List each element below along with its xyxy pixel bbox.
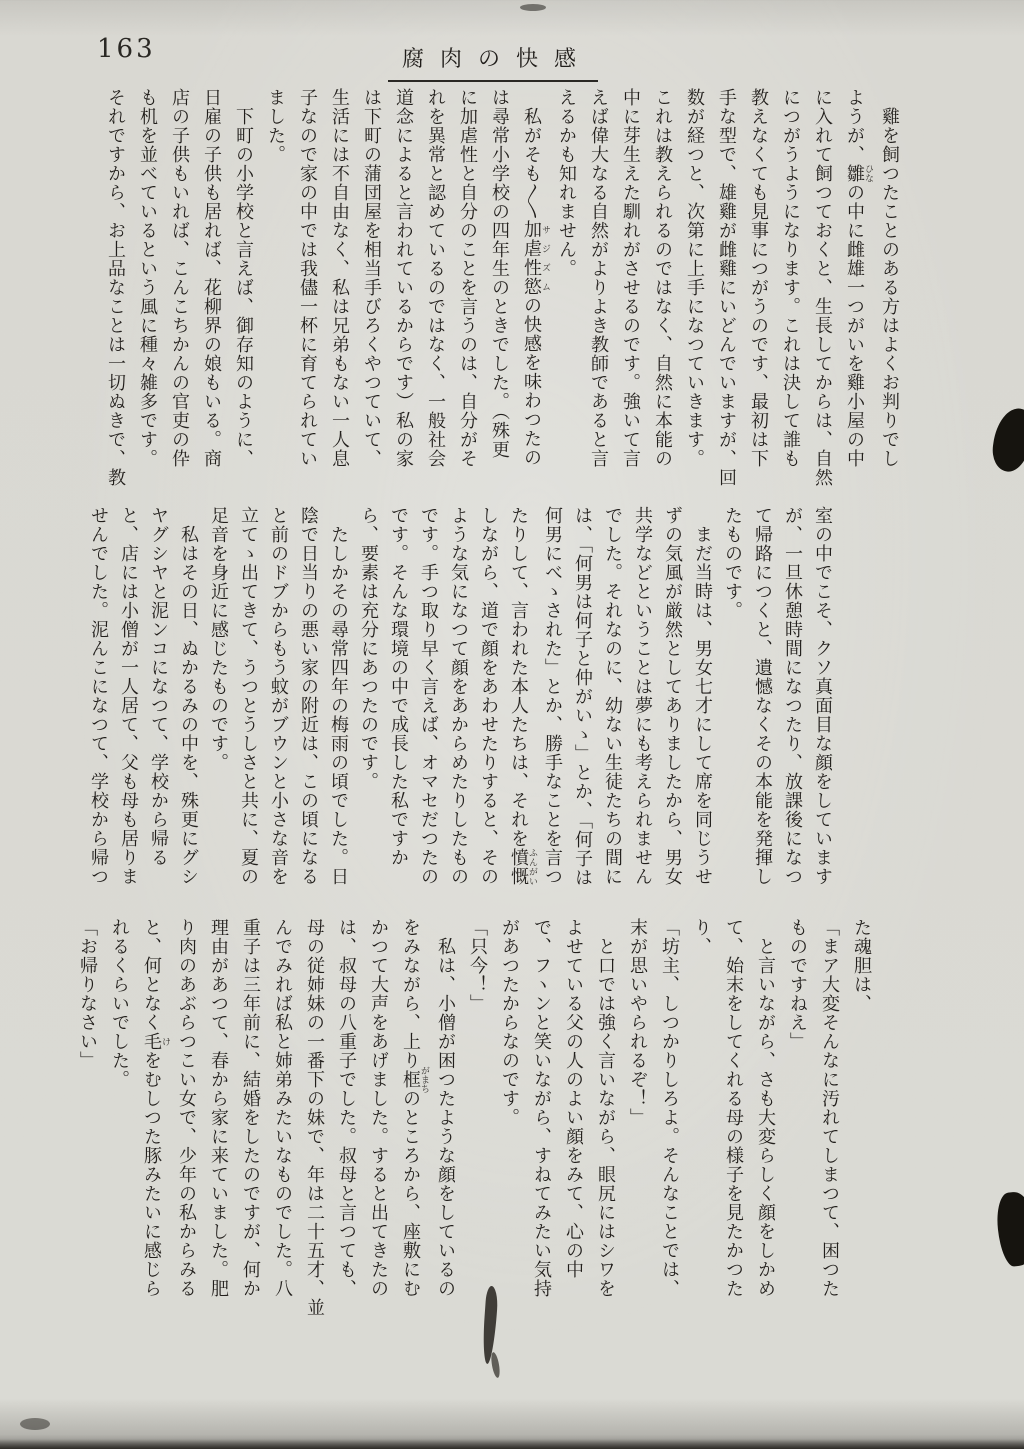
text-column: 数が経つと、次第に上手になつていきます。 bbox=[685, 88, 705, 468]
page-number: 163 bbox=[97, 34, 156, 64]
text-block-top bbox=[100, 88, 906, 490]
text-column: 母の従姉妹の一番下の妹で、年は二十五才、並 bbox=[305, 918, 325, 1317]
text-column: 中に芽生えた馴れがさせるのです。強いて言 bbox=[621, 88, 641, 468]
text-column: です。そんな環境の中で成長した私ですか bbox=[389, 506, 409, 867]
text-column: 私は、小僧が困つたような顔をしているの bbox=[436, 918, 456, 1298]
text-column: せんでした。泥んこになつて、学校から帰つ bbox=[89, 506, 109, 886]
text-column: んでみれば私と姉弟みたいなものでした。八 bbox=[273, 918, 293, 1298]
text-column: ヤグシヤと泥ンコになつて、学校から帰る bbox=[149, 506, 169, 867]
text-column: ずの気風が厳然としてありましたから、男女 bbox=[663, 506, 683, 886]
text-column: 立てゝ出てきて、うつとうしさと共に、夏の bbox=[239, 506, 259, 886]
paper-speck bbox=[520, 4, 546, 11]
text-column: 「坊主、しつかりしろよ。そんなことでは、 bbox=[660, 918, 680, 1298]
text-column: えるかも知れません。 bbox=[557, 88, 577, 278]
text-column: 何男にべゝされた」とか、勝手なことを言つ bbox=[543, 506, 563, 886]
text-column: です。手つ取り早く言えば、オマセだつたの bbox=[419, 506, 439, 886]
text-column: も机を並べているという風に種々雑多です。 bbox=[138, 88, 158, 468]
text-column: は下町の蒲団屋を相当手びろくやつていて、 bbox=[362, 88, 382, 468]
text-column: た魂胆は、 bbox=[852, 918, 872, 1013]
text-column: しながら、道で顔をあわせたりすると、その bbox=[479, 506, 499, 886]
text-column: 道念によると言われているからです）私の家 bbox=[394, 88, 414, 468]
text-column: まだ当時は、男女七才にして席を同じうせ bbox=[693, 506, 713, 886]
text-column: ら、要素は充分にあつたのです。 bbox=[359, 506, 379, 791]
text-column: 日雇の子供も居れば、花柳界の娘もいる。商 bbox=[202, 88, 222, 468]
text-column: と言いながら、さも大変らしく顔をしかめ bbox=[756, 918, 776, 1298]
ink-stain bbox=[994, 1190, 1024, 1267]
text-column: に入れて飼つておくと、生長してからは、自然 bbox=[813, 88, 833, 487]
text-column: たしかその尋常四年の梅雨の頃でした。日 bbox=[329, 506, 349, 886]
text-column: 店の子供もいれば、こんこちかんの官吏の伜 bbox=[170, 88, 190, 468]
text-column: り、 bbox=[692, 918, 712, 956]
text-column: は、叔母の八重子でした。叔母と言つても、 bbox=[337, 918, 357, 1298]
text-column: 私はその日、ぬかるみの中を、殊更にグシ bbox=[179, 506, 199, 886]
scan-edge-shadow bbox=[0, 1439, 1024, 1449]
text-column: ものですねえ」 bbox=[788, 918, 808, 1051]
text-column: 「まア大変そんなに汚れてしまつて、困つた bbox=[820, 918, 840, 1298]
text-column: 「お帰りなさい」 bbox=[78, 918, 98, 1070]
text-column: これは教えられるのではなく、自然に本能の bbox=[653, 88, 673, 468]
paper-speck bbox=[20, 1418, 50, 1430]
text-column: り肉のあぶらつこい女で、少年の私からみる bbox=[177, 918, 197, 1298]
text-column: れを異常と認めているのではなく、一般社会 bbox=[426, 88, 446, 468]
text-column: それですから、お上品なことは一切ぬきで、教 bbox=[106, 88, 126, 487]
text-column: と、何となく毛 けをむしつた豚みたいに感じら bbox=[142, 918, 171, 1298]
text-column: 共学などということは夢にも考えられません bbox=[633, 506, 653, 886]
text-column: につがうようになります。これは決して誰も bbox=[781, 88, 801, 468]
text-column: て帰路につくと、遺憾なくその本能を発揮し bbox=[753, 506, 773, 886]
text-column: 「只今！」 bbox=[468, 918, 488, 1013]
ink-smudge bbox=[490, 1352, 501, 1379]
text-column: 雞を飼つたことのある方はよくお判りでし bbox=[880, 88, 900, 468]
text-column: 末が思いやられるぞ！」 bbox=[628, 918, 648, 1127]
text-column: ました。 bbox=[266, 88, 286, 164]
text-column: 陰で日当りの悪い家の附近は、この頃になる bbox=[299, 506, 319, 886]
text-column: 理由があつて、春から家に来ていました。肥 bbox=[209, 918, 229, 1298]
text-column: たりして、言われた本人たちは、それを憤慨 ふんがい bbox=[509, 506, 538, 886]
text-column: は、「何男は何子と仲がいゝ」とか、「何子は bbox=[573, 506, 593, 887]
text-block-bottom bbox=[72, 918, 878, 1343]
text-column: て、始末をしてくれる母の様子を見たかつた bbox=[724, 918, 744, 1298]
text-column: と口では強く言いながら、眼尻にはシワを bbox=[596, 918, 616, 1298]
text-column: 手な型で、雄雞が雌雞にいどんでいますが、回 bbox=[717, 88, 737, 487]
text-column: に加虐性と自分のことを言うのは、自分がそ bbox=[458, 88, 478, 468]
text-column: 教えなくても見事につがうのです、最初は下 bbox=[749, 88, 769, 468]
text-column: があつたからなのです。 bbox=[500, 918, 520, 1127]
text-column: 室の中でこそ、クソ真面目な顔をしています bbox=[813, 506, 833, 886]
text-column: が、一旦休憩時間になつたり、放課後になつ bbox=[783, 506, 803, 886]
text-column: よせている父の人のよい顔をみて、心の中 bbox=[564, 918, 584, 1279]
text-column: れるくらいでした。 bbox=[110, 918, 130, 1089]
text-column: をみながら、上り框 がまちのところから、座敷にむ bbox=[401, 918, 430, 1298]
text-column: でした。それなのに、幼ない生徒たちの間に bbox=[603, 506, 623, 886]
text-column: ような気になつて顔をあからめたりしたもの bbox=[449, 506, 469, 886]
text-column: 重子は三年前に、結婚をしたのですが、何か bbox=[241, 918, 261, 1298]
text-column: 下町の小学校と言えば、御存知のように、 bbox=[234, 88, 254, 468]
ink-stain bbox=[990, 406, 1024, 475]
text-column: で、フヽンと笑いながら、すねてみたい気持 bbox=[532, 918, 552, 1298]
text-column: 私がそも〳〵加虐性慾 サジズムの快感を味わつたの bbox=[522, 88, 551, 467]
text-column: えば偉大なる自然がよりよき教師であると言 bbox=[589, 88, 609, 468]
text-block-middle bbox=[84, 506, 838, 912]
text-column: と前のドブからもう蚊がブウンと小さな音を bbox=[269, 506, 289, 886]
text-column: と、店には小僧が一人居て、父も母も居りま bbox=[119, 506, 139, 886]
text-column: たものです。 bbox=[723, 506, 743, 620]
text-column: かつて大声をあげました。すると出てきたの bbox=[369, 918, 389, 1298]
text-column: ようが、雛 ひなの中に雌雄一つがいを雞小屋の中 bbox=[845, 88, 874, 468]
running-header-title: 腐肉の快感 bbox=[388, 42, 598, 82]
text-column: 足音を身近に感じたものです。 bbox=[209, 506, 229, 772]
text-column: は尋常小学校の四年生のときでした。（殊更 bbox=[490, 88, 510, 459]
text-column: 子なので家の中では我儘一杯に育てられてい bbox=[298, 88, 318, 468]
text-column: 生活には不自由なく、私は兄弟もない一人息 bbox=[330, 88, 350, 468]
